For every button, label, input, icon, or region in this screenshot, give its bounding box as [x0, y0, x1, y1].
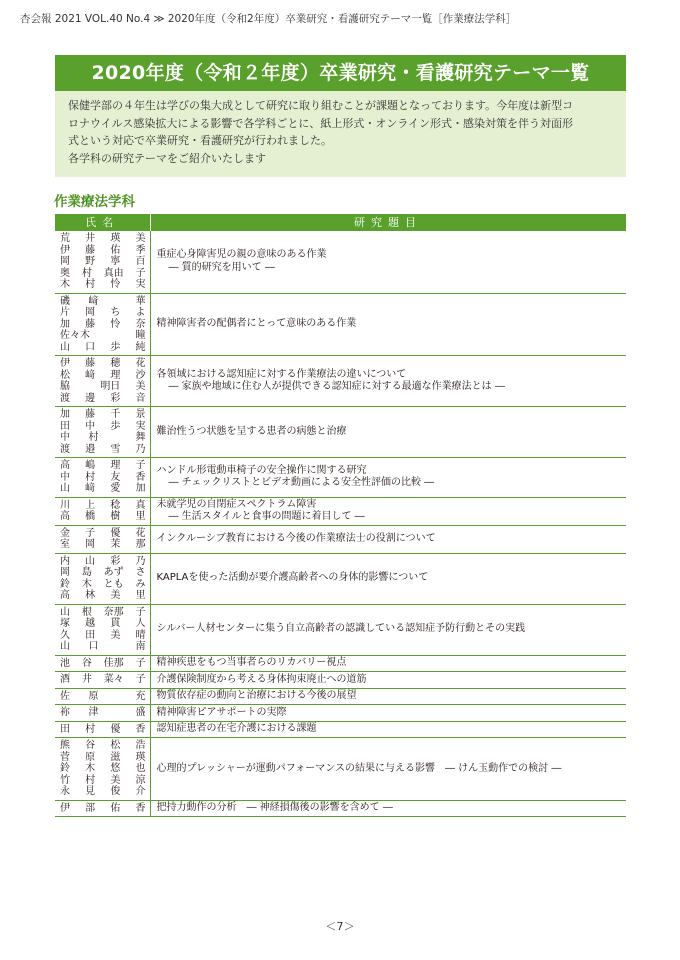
name-part: 上 — [85, 499, 96, 511]
name-part: 村 — [85, 471, 96, 483]
student-name — [60, 528, 146, 540]
name-part: 浩 — [135, 740, 146, 751]
name-part: み — [135, 578, 146, 590]
student-name — [60, 381, 146, 393]
name-part: 部 — [85, 802, 96, 814]
name-part: 奥 — [60, 267, 70, 279]
name-part: 越 — [85, 618, 96, 629]
name-part: 中 — [60, 471, 70, 483]
name-part: 祢 — [60, 707, 70, 718]
name-part: 充 — [135, 690, 146, 702]
name-part: 明日 — [100, 381, 121, 392]
student-names-cell — [55, 738, 150, 801]
student-name — [60, 674, 146, 686]
student-names-cell — [55, 293, 150, 356]
student-names-cell — [55, 525, 150, 553]
topic-title: 把持力動作の分析 ― 神経損傷後の影響を含めて ― — [156, 802, 393, 813]
name-part: 子 — [135, 267, 146, 279]
name-part: 美 — [110, 774, 121, 786]
name-part: 村 — [85, 723, 96, 735]
name-part: 子 — [135, 674, 146, 685]
name-part: 竹 — [60, 774, 70, 786]
name-part: 樹 — [110, 511, 121, 522]
student-name — [60, 590, 146, 602]
topic-title: 物質依存症の動向と治療における今後の展望 — [156, 690, 357, 701]
name-part: 荒 — [60, 233, 70, 244]
name-part: 香 — [135, 471, 146, 483]
student-name — [60, 763, 146, 775]
name-part: 口 — [88, 641, 99, 652]
name-part: 藤 — [85, 318, 96, 330]
name-part: 雪 — [110, 443, 121, 455]
name-part: 岡 — [85, 307, 96, 318]
name-part: 美 — [110, 629, 121, 641]
student-name — [60, 472, 146, 484]
name-part: 井 — [81, 674, 92, 685]
topic-title: 各領域における認知症に対する作業療法の違いについて — [156, 368, 407, 380]
name-part: 池 — [60, 657, 70, 669]
column-header-topic: 研究題目 — [150, 214, 626, 231]
name-part: さ — [135, 567, 146, 578]
name-part: 島 — [81, 567, 92, 578]
name-part: 津 — [88, 707, 99, 718]
table-row — [55, 293, 626, 356]
name-part: 奈那 — [103, 606, 124, 618]
student-names-cell — [55, 407, 150, 458]
name-part: 優 — [110, 527, 121, 539]
research-topic-cell — [150, 231, 626, 294]
page-number: ＜7＞ — [325, 920, 355, 933]
name-part: 佐 — [60, 690, 70, 702]
name-part: 純 — [135, 341, 146, 353]
topic-title: 認知症患者の在宅介護における課題 — [156, 723, 317, 734]
running-header: 杏会報 2021 VOL.40 No.4 ≫ 2020年度（令和2年度）卒業研究・看護研究テーマ一覧［作業療法学科］ — [20, 13, 517, 25]
table-row — [55, 800, 626, 817]
student-name — [60, 579, 146, 591]
name-part: 田 — [60, 723, 70, 735]
student-name — [60, 342, 146, 354]
name-part: 南 — [135, 641, 146, 652]
topic-subtitle: ― 生活スタイルと食事の問題に着目して ― — [168, 511, 365, 522]
name-part: 加 — [135, 483, 146, 494]
name-part: 藤 — [85, 409, 96, 420]
name-part: 伊 — [60, 358, 70, 369]
name-part: 花 — [135, 358, 146, 369]
name-part: 優 — [110, 723, 121, 735]
student-name — [60, 691, 146, 703]
name-part: 岡 — [60, 567, 70, 578]
table-row — [55, 655, 626, 672]
student-name — [60, 707, 146, 719]
table-row — [55, 705, 626, 722]
name-part: 山 — [60, 606, 70, 618]
name-part: 季 — [135, 244, 146, 256]
topic-title: 精神障害ピアサポートの実際 — [156, 706, 287, 718]
name-part: 歩 — [110, 420, 121, 432]
name-part: 実 — [135, 279, 146, 290]
name-part: 酒 — [60, 674, 70, 685]
student-names-cell — [55, 356, 150, 407]
name-part: 井 — [85, 233, 96, 244]
name-part: 友 — [110, 471, 121, 483]
student-names-cell — [55, 458, 150, 498]
name-part: 林 — [85, 590, 96, 601]
name-part: 村 — [88, 432, 99, 443]
name-part: 﨑 — [85, 483, 96, 494]
name-part: 﨑 — [88, 295, 99, 307]
name-part: 実 — [135, 420, 146, 432]
name-part: 子 — [135, 460, 146, 471]
name-part: 貫 — [110, 618, 121, 629]
name-part: 真 — [135, 499, 146, 511]
name-part: 寧 — [110, 256, 121, 267]
name-part: 鈴 — [60, 578, 70, 590]
name-part: 乃 — [135, 555, 146, 567]
student-names-cell — [55, 553, 150, 604]
name-part: 伊 — [60, 802, 70, 814]
name-part: 俊 — [110, 786, 121, 797]
topic-subtitle: ― 質的研究を用いて ― — [168, 261, 275, 273]
student-names-cell — [55, 721, 150, 738]
intro-line: ロナウイルス感染拡大による影響で各学科ごとに、紙上形式・オンライン形式・感染対策を伴う対面形 — [68, 116, 574, 130]
name-part: 﨑 — [85, 369, 96, 381]
research-topic-cell — [150, 553, 626, 604]
table-row — [55, 407, 626, 458]
name-part: 美 — [110, 590, 121, 601]
name-part: 伊 — [60, 244, 70, 256]
topic-title: 精神障害者の配偶者にとって意味のある作業 — [156, 318, 357, 329]
name-part: 脇 — [60, 381, 70, 392]
name-part: 川 — [60, 499, 70, 511]
research-topic-cell — [150, 738, 626, 801]
name-part: 悠 — [110, 763, 121, 774]
student-name — [60, 444, 146, 456]
table-row — [55, 497, 626, 525]
name-part: 介 — [135, 786, 146, 797]
name-part: 涼 — [135, 774, 146, 786]
name-part: 中 — [85, 420, 96, 432]
name-part: 松 — [110, 740, 121, 751]
name-part: 那 — [135, 539, 146, 550]
name-part: 子 — [135, 606, 146, 618]
name-part: 理 — [110, 460, 121, 471]
research-topic-cell — [150, 800, 626, 817]
student-name — [60, 618, 146, 630]
student-name — [60, 256, 146, 268]
table-header-row — [55, 214, 626, 231]
student-name — [60, 432, 146, 444]
name-part: 藤 — [85, 244, 96, 256]
name-part: 久 — [60, 629, 70, 641]
student-names-cell — [55, 497, 150, 525]
name-part: 穂 — [110, 358, 121, 369]
topic-subtitle: ― チェックリストとビデオ動画による安全性評価の比較 ― — [168, 477, 435, 489]
research-topic-cell — [150, 604, 626, 655]
name-part: 磯 — [60, 295, 70, 307]
name-part: 佑 — [110, 802, 121, 814]
name-part: 木 — [60, 279, 70, 290]
name-part: 塚 — [60, 618, 70, 629]
name-part: 根 — [81, 606, 92, 618]
topic-subtitle: ― 家族や地域に住む人が提供できる認知症に対する最適な作業療法とは ― — [168, 381, 505, 392]
name-part: 室 — [60, 539, 70, 550]
research-topic-cell — [150, 655, 626, 672]
name-part: 熊 — [60, 740, 70, 751]
name-part: 滋 — [110, 751, 121, 763]
name-part: 谷 — [85, 740, 96, 751]
name-part: 高 — [60, 460, 70, 471]
name-part: 渡 — [60, 392, 70, 404]
name-part: 彩 — [110, 555, 121, 567]
table-row — [55, 604, 626, 655]
name-part: 原 — [88, 690, 99, 702]
name-part: 美 — [135, 381, 146, 392]
name-part: 永 — [60, 786, 70, 797]
name-part: 鈴 — [60, 763, 70, 774]
student-name — [60, 724, 146, 736]
intro-box — [55, 91, 626, 177]
name-part: 金 — [60, 527, 70, 539]
name-part: 野 — [85, 256, 96, 267]
student-name — [60, 641, 146, 653]
name-part: 佑 — [110, 244, 121, 256]
research-topic-cell — [150, 672, 626, 689]
student-names-cell — [55, 688, 150, 705]
name-part: 中 — [60, 432, 70, 443]
student-name — [60, 511, 146, 523]
name-part: 橋 — [85, 511, 96, 522]
research-topic-cell — [150, 525, 626, 553]
student-name — [60, 393, 146, 405]
student-name — [60, 279, 146, 291]
name-part: 口 — [85, 341, 96, 353]
name-part: 邊 — [85, 392, 96, 404]
name-part: 佳那 — [103, 657, 124, 669]
name-part: 嶋 — [85, 460, 96, 471]
student-name — [60, 803, 146, 815]
name-part: 美 — [135, 233, 146, 244]
name-part: 花 — [135, 527, 146, 539]
name-part: 瑛 — [135, 751, 146, 763]
topic-title: 心理的プレッシャーが運動パフォーマンスの結果に与える影響 ― けん玉動作での検討 ― — [156, 762, 562, 774]
name-part: 人 — [135, 618, 146, 629]
table-row — [55, 231, 626, 294]
name-part: 茉 — [110, 539, 121, 550]
research-topic-cell — [150, 705, 626, 722]
name-part: 佐々木 — [60, 330, 90, 341]
topic-title: 未就学児の自閉症スペクトラム障害 — [156, 498, 317, 510]
name-part: 香 — [135, 802, 146, 814]
column-header-names: 氏名 — [55, 214, 150, 231]
name-part: 山 — [60, 641, 70, 652]
topic-title: シルバー人材センターに集う自立高齢者の認識している認知症予防行動とその実践 — [156, 623, 526, 635]
student-name — [60, 233, 146, 245]
student-name — [60, 658, 146, 670]
table-row — [55, 688, 626, 705]
student-name — [60, 556, 146, 568]
intro-line: 各学科の研究テーマをご紹介いたします — [68, 151, 266, 165]
name-part: 高 — [60, 590, 70, 601]
name-part: よ — [135, 307, 146, 318]
research-topic-cell — [150, 407, 626, 458]
topic-title: インクルーシブ教育における今後の作業療法士の役割について — [156, 532, 436, 544]
name-part: 晴 — [135, 629, 146, 641]
name-part: 盛 — [135, 707, 146, 718]
name-part: 歩 — [110, 341, 121, 353]
table-row — [55, 738, 626, 801]
student-names-cell — [55, 655, 150, 672]
name-part: 木 — [85, 763, 96, 774]
topic-title: KAPLAを使った活動が要介護高齢者への身体的影響について — [156, 572, 429, 584]
topic-title: 難治性うつ状態を呈する患者の病態と治療 — [156, 425, 347, 437]
name-part: 加 — [60, 409, 70, 420]
name-part: 高 — [60, 511, 70, 522]
name-part: 沙 — [135, 369, 146, 381]
student-name — [60, 740, 146, 752]
student-names-cell — [55, 705, 150, 722]
research-topic-cell — [150, 356, 626, 407]
student-name — [60, 752, 146, 764]
student-names-cell — [55, 604, 150, 655]
name-part: 村 — [85, 774, 96, 786]
research-topics-table — [55, 214, 627, 817]
name-part: 奈 — [135, 318, 146, 330]
name-part: 村 — [85, 279, 96, 290]
name-part: 原 — [85, 751, 96, 763]
name-part: 景 — [135, 409, 146, 420]
name-part: 松 — [60, 369, 70, 381]
name-part: 舞 — [135, 432, 146, 443]
name-part: 百 — [135, 256, 146, 267]
name-part: 香 — [135, 723, 146, 735]
name-part: とも — [103, 578, 124, 590]
student-name — [60, 296, 146, 308]
table-row — [55, 672, 626, 689]
student-name — [60, 358, 146, 370]
student-names-cell — [55, 231, 150, 294]
research-topic-cell — [150, 688, 626, 705]
student-names-cell — [55, 800, 150, 817]
name-part: 岡 — [60, 256, 70, 267]
topic-title: 重症心身障害児の親の意味のある作業 — [156, 249, 327, 261]
student-name — [60, 567, 146, 579]
table-row — [55, 356, 626, 407]
name-part: 邉 — [85, 443, 96, 455]
name-part: 岡 — [85, 539, 96, 550]
student-name — [60, 786, 146, 798]
name-part: 田 — [60, 420, 70, 432]
name-part: 理 — [110, 369, 121, 381]
name-part: 菜々 — [103, 674, 124, 685]
name-part: 也 — [135, 763, 146, 774]
name-part: 藤 — [85, 358, 96, 369]
table-row — [55, 721, 626, 738]
intro-line: 式という対応で卒業研究・看護研究が行われました。 — [68, 134, 332, 147]
intro-line: 保健学部の４年生は学びの集大成として研究に取り組むことが課題となっております。今年度は新型コ — [68, 99, 574, 112]
topic-title: 精神疾患をもつ当事者らのリカバリー視点 — [156, 657, 347, 668]
name-part: 稔 — [110, 499, 121, 511]
name-part: 千 — [110, 409, 121, 420]
student-name — [60, 607, 146, 619]
name-part: 怜 — [110, 318, 121, 330]
research-topic-cell — [150, 293, 626, 356]
name-part: 山 — [60, 483, 70, 494]
name-part: 子 — [85, 527, 96, 539]
table-row — [55, 458, 626, 498]
student-name — [60, 483, 146, 495]
name-part: 瞳 — [135, 330, 146, 341]
name-part: 音 — [135, 392, 146, 404]
name-part: 乃 — [135, 443, 146, 455]
name-part: 木 — [81, 578, 92, 590]
name-part: 華 — [135, 295, 146, 307]
student-name — [60, 775, 146, 787]
student-names-cell — [55, 672, 150, 689]
name-part: 田 — [85, 629, 96, 641]
name-part: 彩 — [110, 392, 121, 404]
student-name — [60, 630, 146, 642]
name-part: 里 — [135, 590, 146, 601]
name-part: 山 — [60, 341, 70, 353]
student-name — [60, 460, 146, 472]
topic-title: ハンドル形電動車椅子の安全操作に関する研究 — [156, 464, 367, 476]
name-part: あず — [103, 567, 124, 578]
research-topic-cell — [150, 721, 626, 738]
name-part: 加 — [60, 318, 70, 330]
name-part: 渡 — [60, 443, 70, 455]
student-name — [60, 539, 146, 551]
student-name — [60, 370, 146, 382]
name-part: 菅 — [60, 751, 70, 763]
name-part: 怜 — [110, 279, 121, 290]
topic-title: 介護保険制度から考える身体拘束廃止への道筋 — [156, 673, 367, 685]
table-row — [55, 525, 626, 553]
student-name — [60, 500, 146, 512]
name-part: 子 — [135, 657, 146, 669]
student-name — [60, 245, 146, 257]
table-row — [55, 553, 626, 604]
name-part: 愛 — [110, 483, 121, 494]
research-topic-cell — [150, 458, 626, 498]
name-part: 里 — [135, 511, 146, 522]
name-part: 瑛 — [110, 233, 121, 244]
student-name — [60, 421, 146, 433]
page-title-banner: 2020年度（令和２年度）卒業研究・看護研究テーマ一覧 — [55, 55, 626, 91]
name-part: 真由 — [103, 267, 124, 279]
research-topic-cell — [150, 497, 626, 525]
name-part: 谷 — [81, 657, 92, 669]
student-name — [60, 409, 146, 421]
name-part: 村 — [81, 267, 92, 279]
section-title: 作業療法学科 — [54, 194, 135, 210]
name-part: 見 — [85, 786, 96, 797]
name-part: ち — [110, 307, 121, 318]
student-name — [60, 268, 146, 280]
student-name — [60, 330, 146, 342]
name-part: 内 — [60, 555, 70, 567]
name-part: 山 — [85, 555, 96, 567]
name-part: 片 — [60, 307, 70, 318]
student-name — [60, 307, 146, 319]
student-name — [60, 319, 146, 331]
